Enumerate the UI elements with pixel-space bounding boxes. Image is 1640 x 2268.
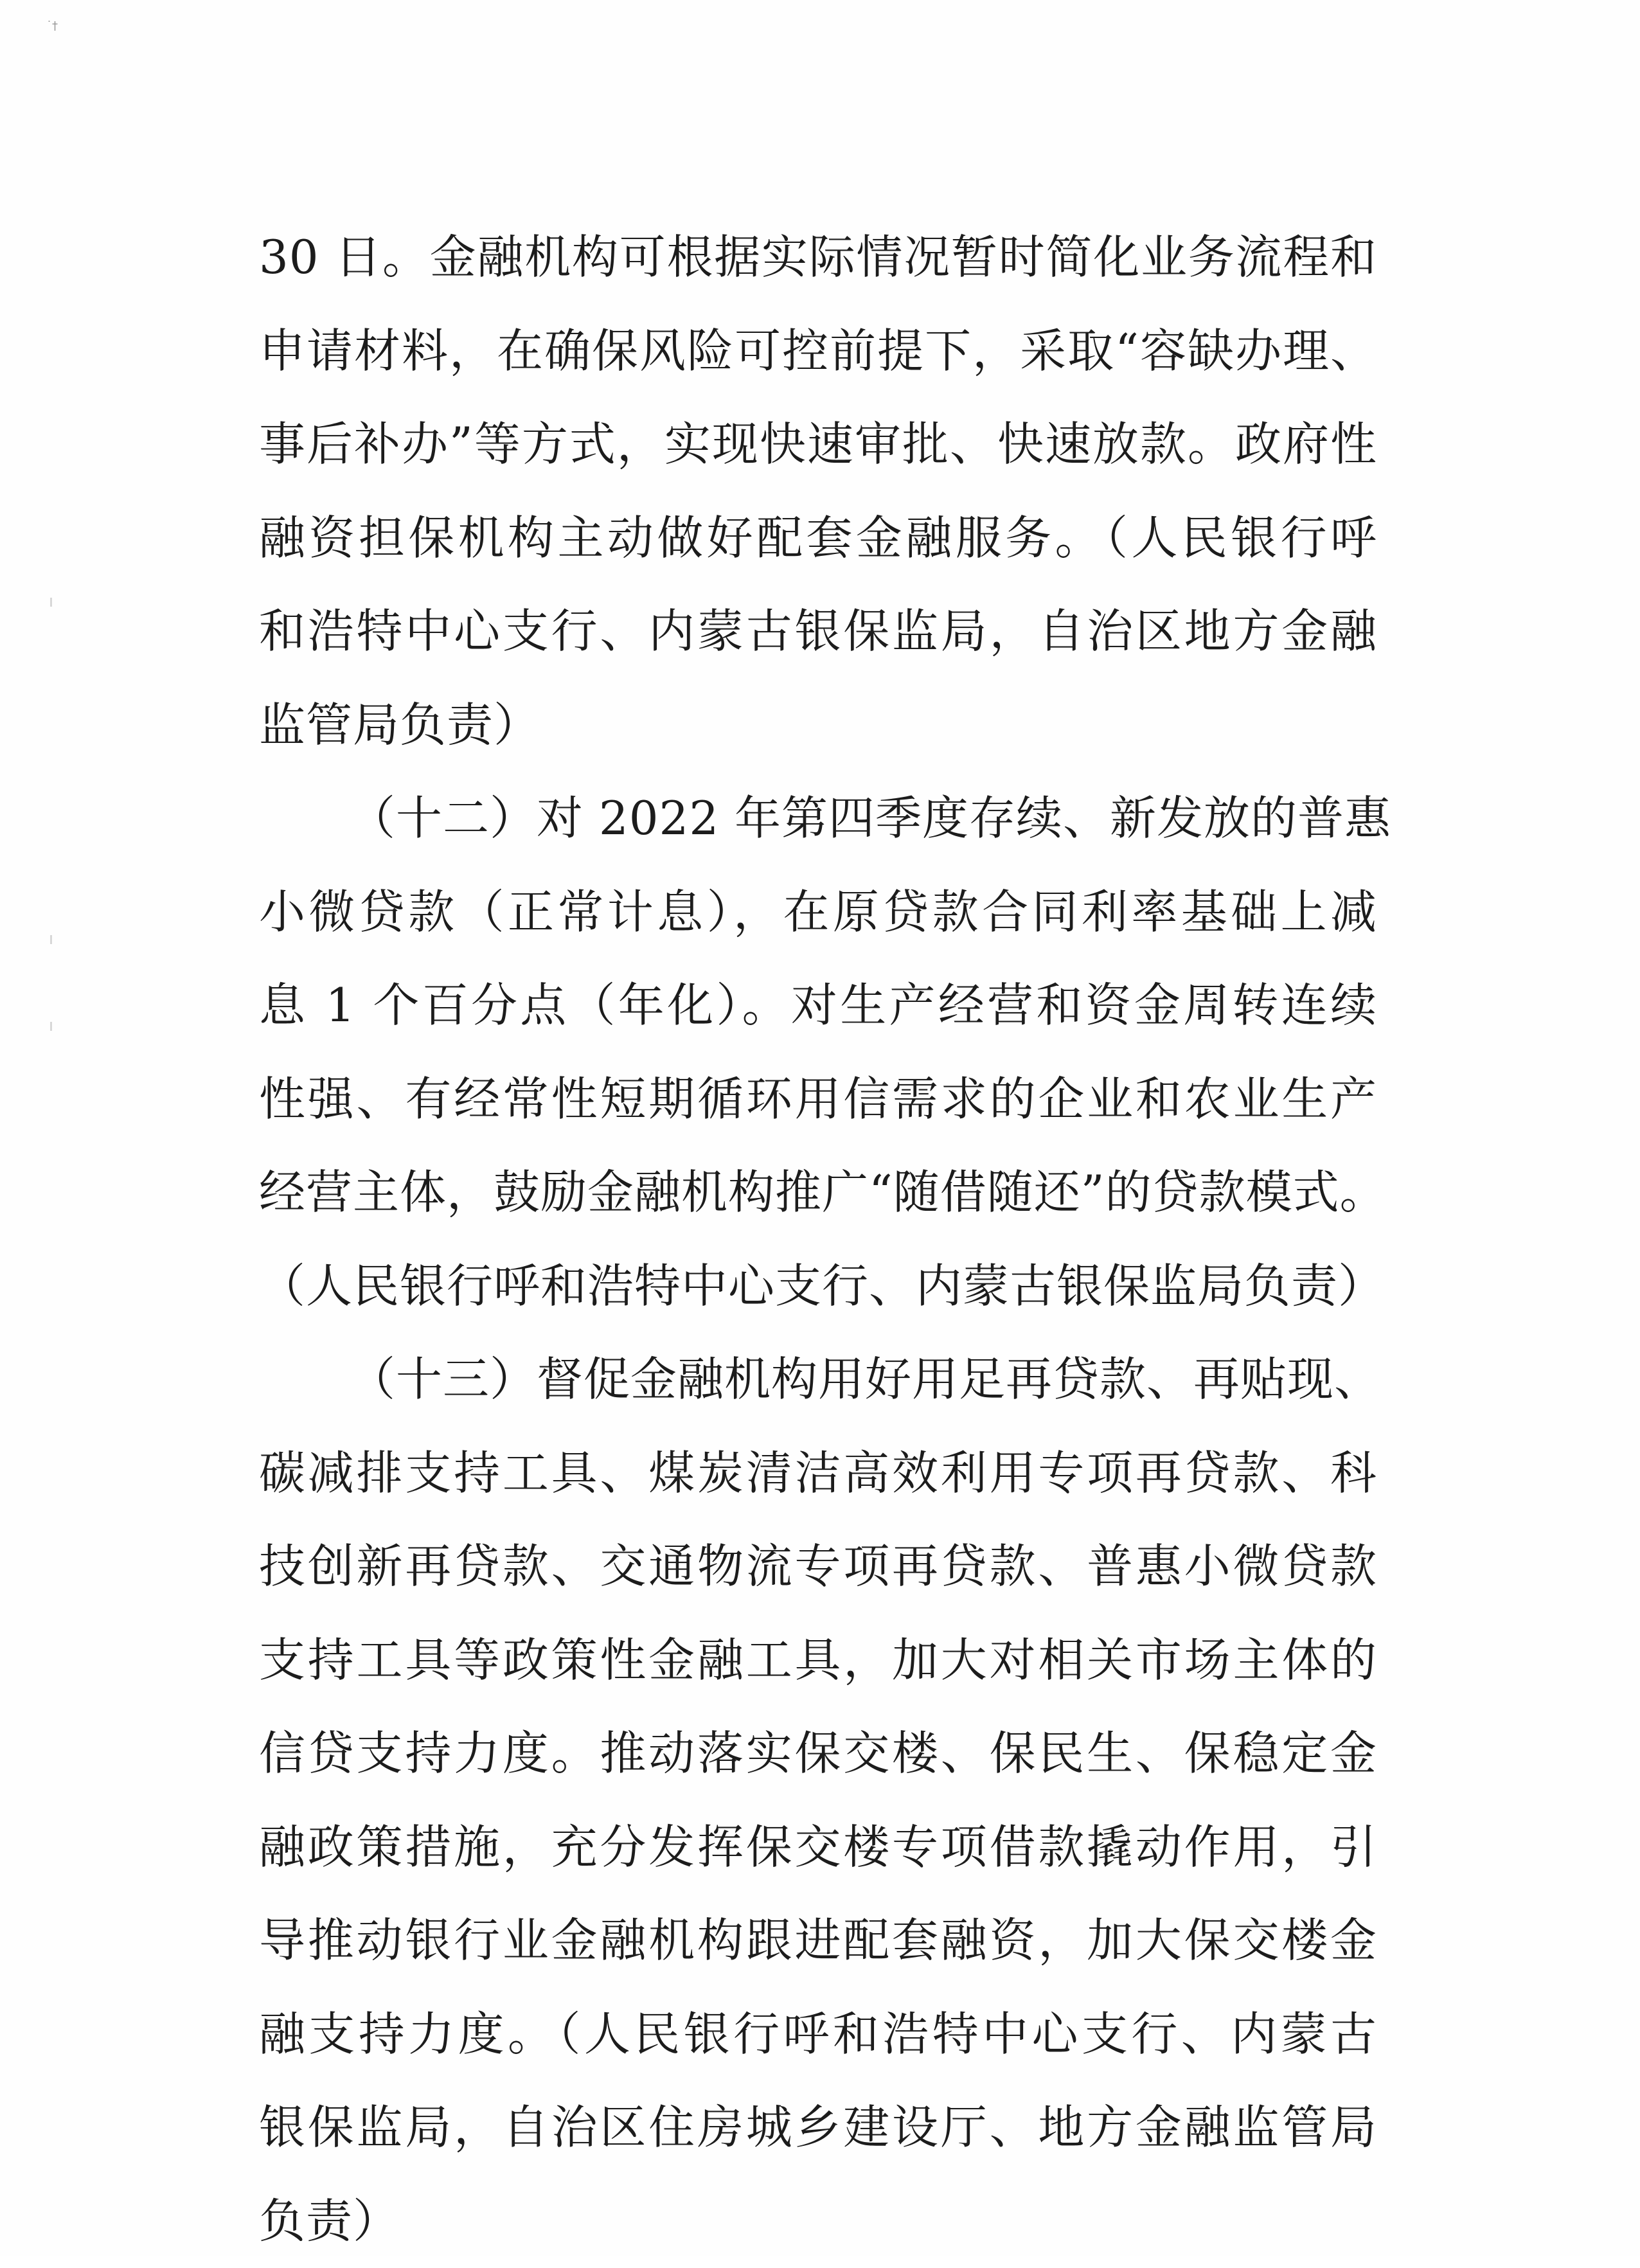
scan-speck [50,935,52,944]
text-line: 技创新再贷款、交通物流专项再贷款、普惠小微贷款 [259,1520,1377,1614]
text-line: 30 日。金融机构可根据实际情况暂时简化业务流程和 [259,211,1377,305]
text-line: 息 1 个百分点（年化）。对生产经营和资金周转连续 [259,959,1377,1053]
text-line: 融资担保机构主动做好配套金融服务。（人民银行呼 [259,492,1377,585]
text-line: 性强、有经常性短期循环用信需求的企业和农业生产 [259,1053,1377,1147]
text-line: 申请材料，在确保风险可控前提下，采取“容缺办理、 [259,305,1377,398]
text-line: 小微贷款（正常计息），在原贷款合同利率基础上减 [259,866,1377,960]
text-line: 融政策措施，充分发挥保交楼专项借款撬动作用，引 [259,1801,1377,1895]
text-line: 负责） [259,2175,1377,2268]
text-line: 经营主体，鼓励金融机构推广“随借随还”的贷款模式。 [259,1146,1377,1240]
scan-speck [50,598,52,607]
paragraph-start-line: （十三）督促金融机构用好用足再贷款、再贴现、 [259,1333,1377,1427]
text-line: 导推动银行业金融机构跟进配套融资，加大保交楼金 [259,1894,1377,1988]
paragraph-start-line: （十二）对 2022 年第四季度存续、新发放的普惠 [259,772,1377,866]
body-text [259,211,1377,2268]
text-line: （人民银行呼和浩特中心支行、内蒙古银保监局负责） [259,1240,1377,1334]
text-line: 银保监局，自治区住房城乡建设厅、地方金融监管局 [259,2081,1377,2175]
text-line: 事后补办”等方式，实现快速审批、快速放款。政府性 [259,398,1377,492]
scan-corner-mark: ˙† [46,19,58,33]
text-line: 支持工具等政策性金融工具，加大对相关市场主体的 [259,1614,1377,1708]
text-line: 信贷支持力度。推动落实保交楼、保民生、保稳定金 [259,1707,1377,1801]
text-line: 和浩特中心支行、内蒙古银保监局，自治区地方金融 [259,585,1377,679]
text-line: 碳减排支持工具、煤炭清洁高效利用专项再贷款、科 [259,1427,1377,1521]
text-line: 融支持力度。（人民银行呼和浩特中心支行、内蒙古 [259,1988,1377,2082]
scan-speck [50,1022,52,1031]
text-line: 监管局负责） [259,679,1377,772]
